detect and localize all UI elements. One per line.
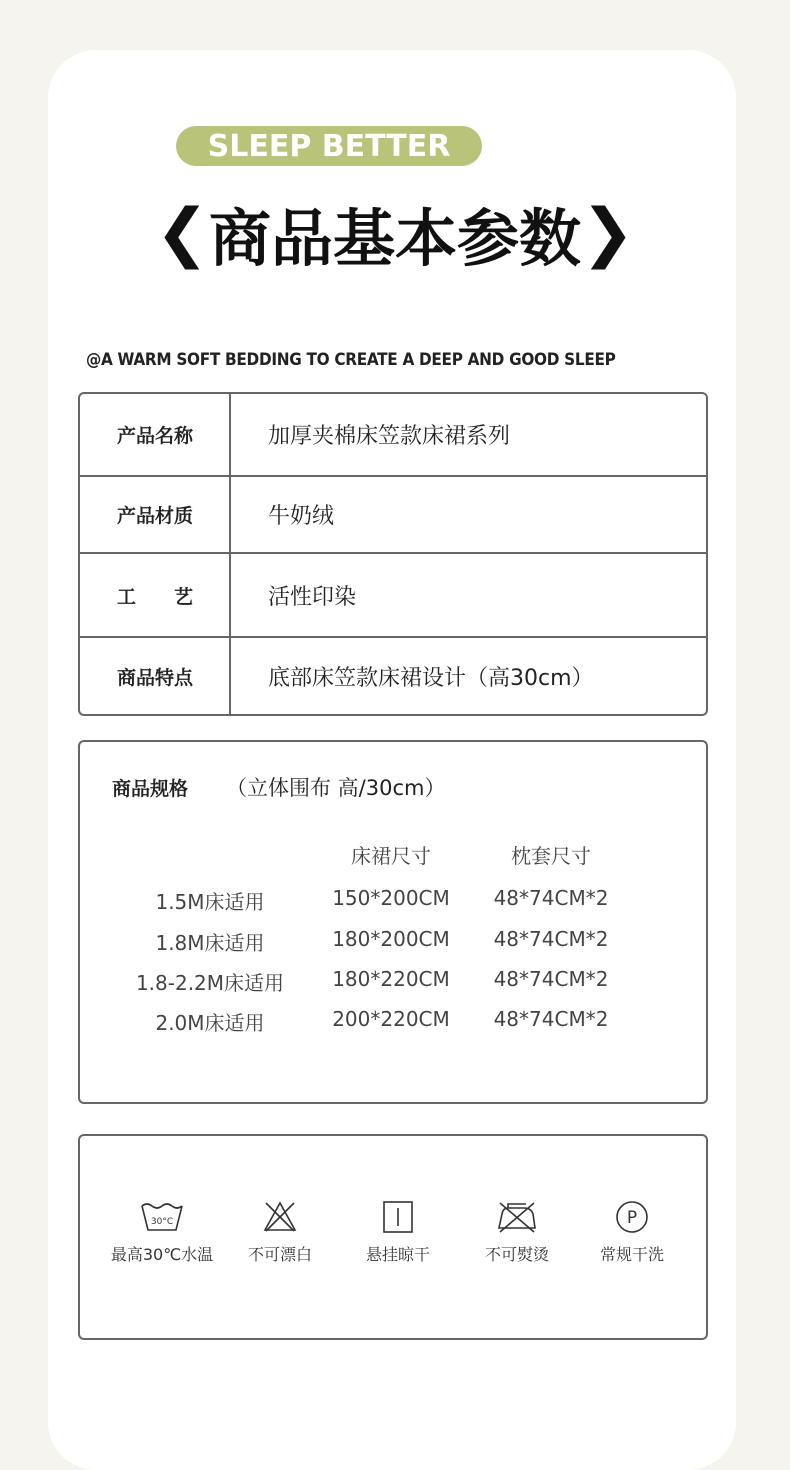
row-pillow-size: 48*74CM*2 bbox=[493, 1007, 609, 1031]
care-label: 悬挂晾干 bbox=[365, 1245, 430, 1264]
right-bracket: ❯ bbox=[581, 196, 635, 270]
param-value: 活性印染 bbox=[268, 584, 357, 610]
dry-clean-letter: P bbox=[626, 1208, 638, 1228]
row-pillow-size: 48*74CM*2 bbox=[493, 927, 609, 951]
hang-dry-icon bbox=[375, 1200, 421, 1234]
care-item bbox=[220, 1200, 340, 1265]
care-item bbox=[457, 1200, 577, 1265]
care-item bbox=[102, 1200, 222, 1265]
param-value: 加厚夹棉床笠款床裙系列 bbox=[268, 424, 511, 449]
param-label: 工 艺 bbox=[116, 585, 193, 608]
wash-30-icon bbox=[139, 1200, 185, 1234]
column-header-pillow-size: 枕套尺寸 bbox=[511, 844, 591, 868]
tagline: @A WARM SOFT BEDDING TO CREATE A DEEP AND GOOD SLEEP bbox=[86, 350, 616, 370]
no-bleach-icon bbox=[257, 1200, 303, 1234]
table-row bbox=[80, 554, 706, 636]
no-iron-icon bbox=[494, 1200, 540, 1234]
sleep-better-badge bbox=[176, 126, 482, 166]
left-bracket: ❮ bbox=[155, 196, 209, 270]
care-box bbox=[78, 1134, 708, 1340]
page-title bbox=[0, 188, 790, 278]
spec-title: 商品规格 bbox=[112, 778, 189, 800]
title-text: 商品基本参数 bbox=[208, 201, 581, 275]
badge-text: SLEEP BETTER bbox=[207, 128, 451, 164]
care-label: 不可漂白 bbox=[247, 1245, 312, 1264]
care-label: 不可熨烫 bbox=[484, 1245, 549, 1264]
table-row bbox=[80, 638, 706, 714]
row-pillow-size: 48*74CM*2 bbox=[493, 886, 609, 910]
row-pillow-size: 48*74CM*2 bbox=[493, 967, 609, 991]
care-item bbox=[572, 1200, 692, 1265]
care-item bbox=[338, 1200, 458, 1265]
row-bed-size: 1.8M床适用 bbox=[155, 931, 265, 955]
row-bed-size: 1.5M床适用 bbox=[155, 890, 265, 914]
care-label: 最高30℃水温 bbox=[110, 1245, 214, 1264]
row-bed-size: 2.0M床适用 bbox=[155, 1011, 265, 1035]
param-label: 商品特点 bbox=[116, 666, 193, 689]
row-skirt-size: 180*220CM bbox=[332, 967, 450, 991]
params-table bbox=[78, 392, 708, 716]
param-value: 底部床笠款床裙设计（高30cm） bbox=[268, 665, 594, 691]
param-value: 牛奶绒 bbox=[268, 504, 335, 529]
row-skirt-size: 150*200CM bbox=[332, 886, 450, 910]
table-row bbox=[80, 394, 706, 475]
row-skirt-size: 180*200CM bbox=[332, 927, 450, 951]
row-bed-size: 1.8-2.2M床适用 bbox=[135, 971, 285, 995]
wash-temp-text: 30°C bbox=[150, 1217, 174, 1227]
param-label: 产品名称 bbox=[116, 425, 193, 447]
care-label: 常规干洗 bbox=[599, 1245, 664, 1264]
column-header-skirt-size: 床裙尺寸 bbox=[351, 844, 431, 868]
spec-box bbox=[78, 740, 708, 1104]
param-label: 产品材质 bbox=[116, 505, 193, 527]
table-row bbox=[80, 477, 706, 552]
spec-subtitle: （立体围布 高/30cm） bbox=[226, 776, 446, 800]
dry-clean-p-icon bbox=[609, 1200, 655, 1234]
row-skirt-size: 200*220CM bbox=[332, 1007, 450, 1031]
